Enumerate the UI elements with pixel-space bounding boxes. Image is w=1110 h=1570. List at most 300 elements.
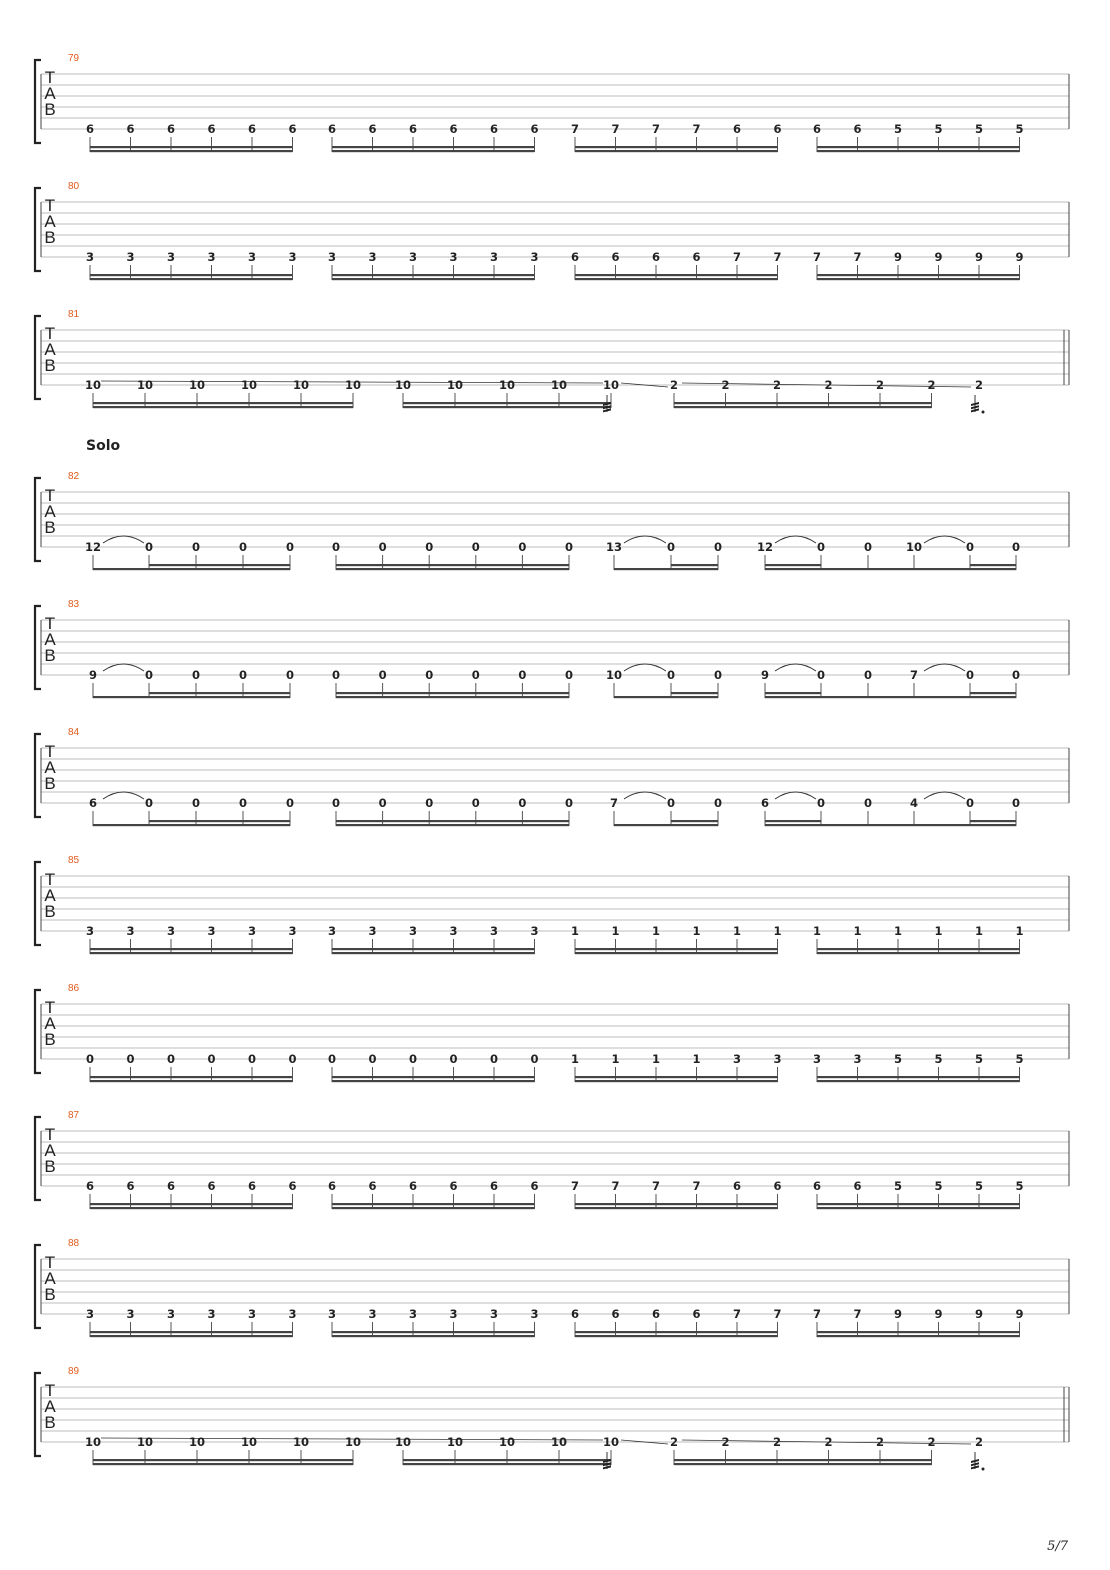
fret-number: 0 bbox=[368, 1052, 377, 1066]
tab-clef-letter: A bbox=[44, 502, 56, 521]
fret-number: 0 bbox=[816, 540, 826, 554]
beam bbox=[336, 696, 569, 698]
fret-number: 3 bbox=[247, 924, 257, 938]
tab-clef-letter: B bbox=[44, 774, 56, 793]
beam bbox=[765, 824, 821, 826]
system-79 bbox=[35, 53, 1069, 152]
fret-number: 9 bbox=[974, 250, 984, 264]
beam bbox=[817, 1335, 1020, 1337]
fret-number: 10 bbox=[550, 1435, 568, 1449]
tab-clef-letter: A bbox=[44, 1014, 56, 1033]
fret-number: 9 bbox=[1015, 1307, 1024, 1321]
page-number: 5/7 bbox=[1047, 1539, 1068, 1554]
fret-number: 6 bbox=[449, 1179, 458, 1193]
system-bracket bbox=[35, 478, 41, 561]
fret-number: 6 bbox=[530, 1179, 539, 1193]
augmentation-dot bbox=[982, 1468, 985, 1471]
fret-number: 10 bbox=[188, 1435, 206, 1449]
fret-number: 0 bbox=[144, 540, 154, 554]
fret-number: 10 bbox=[905, 540, 923, 554]
beam bbox=[332, 1076, 535, 1078]
beam bbox=[575, 948, 778, 950]
fret-number: 0 bbox=[564, 668, 574, 682]
fret-number: 10 bbox=[602, 1435, 620, 1449]
fret-number: 6 bbox=[611, 250, 620, 264]
fret-number: 1 bbox=[853, 924, 862, 938]
fret-number: 3 bbox=[327, 1307, 337, 1321]
fret-number: 0 bbox=[247, 1052, 257, 1066]
tab-clef-letter: T bbox=[44, 614, 56, 633]
system-85 bbox=[35, 855, 1069, 954]
fret-number: 6 bbox=[327, 1179, 337, 1193]
fret-number: 2 bbox=[721, 378, 730, 392]
fret-number: 6 bbox=[651, 1307, 661, 1321]
fret-number: 10 bbox=[446, 1435, 464, 1449]
fret-number: 6 bbox=[288, 1179, 297, 1193]
fret-number: 0 bbox=[816, 796, 826, 810]
fret-number: 5 bbox=[1015, 122, 1024, 136]
beam bbox=[817, 1080, 1020, 1082]
fret-number: 5 bbox=[1015, 1179, 1024, 1193]
fret-number: 1 bbox=[934, 924, 943, 938]
tab-clef-letter: T bbox=[44, 68, 56, 87]
beam bbox=[403, 406, 611, 408]
fret-number: 6 bbox=[166, 1179, 176, 1193]
fret-number: 1 bbox=[893, 924, 903, 938]
fret-number: 10 bbox=[602, 378, 620, 392]
fret-number: 6 bbox=[812, 122, 822, 136]
fret-number: 3 bbox=[327, 924, 337, 938]
fret-number: 10 bbox=[498, 1435, 516, 1449]
fret-number: 6 bbox=[570, 250, 580, 264]
fret-number: 0 bbox=[238, 540, 248, 554]
tab-clef-letter: T bbox=[44, 1253, 56, 1272]
tab-clef-letter: T bbox=[44, 742, 56, 761]
beam bbox=[614, 824, 718, 826]
fret-number: 0 bbox=[1011, 796, 1021, 810]
fret-number: 5 bbox=[934, 1052, 943, 1066]
tie bbox=[103, 664, 144, 671]
system-82 bbox=[35, 438, 1069, 570]
fret-number: 7 bbox=[570, 1179, 580, 1193]
fret-number: 0 bbox=[666, 668, 676, 682]
system-89 bbox=[35, 1366, 1069, 1471]
fret-number: 2 bbox=[824, 378, 833, 392]
beam bbox=[336, 564, 569, 566]
beam bbox=[90, 150, 293, 152]
tab-clef-letter: T bbox=[44, 196, 56, 215]
system-bracket bbox=[35, 1117, 41, 1200]
fret-number: 0 bbox=[713, 796, 723, 810]
beam bbox=[336, 692, 569, 694]
fret-number: 5 bbox=[974, 1052, 984, 1066]
fret-number: 3 bbox=[288, 1307, 297, 1321]
tab-clef-letter: T bbox=[44, 486, 56, 505]
fret-number: 0 bbox=[1011, 540, 1021, 554]
fret-number: 10 bbox=[446, 378, 464, 392]
fret-number: 3 bbox=[166, 250, 176, 264]
tab-clef-letter: T bbox=[44, 998, 56, 1017]
fret-number: 3 bbox=[530, 1307, 539, 1321]
fret-number: 6 bbox=[327, 122, 337, 136]
fret-number: 0 bbox=[863, 796, 873, 810]
fret-number: 6 bbox=[570, 1307, 580, 1321]
fret-number: 0 bbox=[126, 1052, 135, 1066]
beam bbox=[332, 150, 535, 152]
tab-clef-letter: B bbox=[44, 1285, 56, 1304]
beam bbox=[821, 696, 970, 698]
fret-number: 3 bbox=[85, 1307, 95, 1321]
fret-number: 3 bbox=[489, 924, 499, 938]
tie bbox=[103, 536, 144, 543]
fret-number: 6 bbox=[773, 1179, 782, 1193]
beam bbox=[575, 1331, 778, 1333]
fret-number: 0 bbox=[378, 668, 387, 682]
measure-number: 80 bbox=[68, 181, 80, 192]
beam bbox=[93, 406, 353, 408]
fret-number: 3 bbox=[368, 250, 377, 264]
fret-number: 7 bbox=[692, 1179, 701, 1193]
beam bbox=[90, 1203, 293, 1205]
fret-number: 2 bbox=[974, 378, 984, 392]
fret-number: 7 bbox=[609, 796, 619, 810]
fret-number: 12 bbox=[84, 540, 102, 554]
fret-number: 0 bbox=[713, 668, 723, 682]
fret-number: 7 bbox=[773, 1307, 782, 1321]
tie bbox=[924, 664, 965, 671]
fret-number: 0 bbox=[191, 668, 201, 682]
tie bbox=[924, 536, 965, 543]
fret-number: 7 bbox=[812, 250, 822, 264]
fret-number: 10 bbox=[240, 1435, 258, 1449]
fret-number: 13 bbox=[605, 540, 623, 554]
fret-number: 1 bbox=[732, 924, 742, 938]
beam bbox=[817, 146, 1020, 148]
fret-number: 7 bbox=[611, 122, 620, 136]
fret-number: 10 bbox=[136, 1435, 154, 1449]
fret-number: 0 bbox=[965, 668, 975, 682]
fret-number: 0 bbox=[449, 1052, 458, 1066]
beam bbox=[765, 820, 821, 822]
beam bbox=[90, 274, 293, 276]
fret-number: 6 bbox=[732, 122, 742, 136]
fret-number: 7 bbox=[692, 122, 701, 136]
fret-number: 7 bbox=[651, 122, 661, 136]
beam bbox=[765, 568, 821, 570]
fret-number: 2 bbox=[772, 378, 782, 392]
fret-number: 3 bbox=[732, 1052, 742, 1066]
fret-number: 3 bbox=[489, 250, 499, 264]
fret-number: 7 bbox=[853, 1307, 862, 1321]
fret-number: 6 bbox=[408, 1179, 418, 1193]
fret-number: 0 bbox=[863, 668, 873, 682]
system-bracket bbox=[35, 606, 41, 689]
page-number-wrap bbox=[1047, 1537, 1068, 1555]
system-80 bbox=[35, 181, 1069, 280]
beam bbox=[403, 1463, 611, 1465]
fret-number: 10 bbox=[394, 1435, 412, 1449]
beam bbox=[332, 1207, 535, 1209]
beam bbox=[575, 1335, 778, 1337]
beam bbox=[149, 564, 290, 566]
measure-number: 88 bbox=[68, 1238, 80, 1249]
tab-clef-letter: B bbox=[44, 356, 56, 375]
fret-number: 0 bbox=[713, 540, 723, 554]
fret-number: 6 bbox=[368, 1179, 377, 1193]
fret-number: 3 bbox=[489, 1307, 499, 1321]
tab-clef-letter: A bbox=[44, 84, 56, 103]
fret-number: 0 bbox=[425, 540, 434, 554]
fret-number: 10 bbox=[344, 378, 362, 392]
fret-number: 6 bbox=[207, 122, 216, 136]
fret-number: 0 bbox=[965, 796, 975, 810]
fret-number: 0 bbox=[191, 540, 201, 554]
fret-number: 0 bbox=[288, 1052, 297, 1066]
fret-number: 3 bbox=[288, 250, 297, 264]
fret-number: 9 bbox=[1015, 250, 1024, 264]
tab-clef-letter: B bbox=[44, 902, 56, 921]
section-label: Solo bbox=[86, 438, 121, 454]
fret-number: 6 bbox=[288, 122, 297, 136]
beam bbox=[817, 948, 1020, 950]
fret-number: 6 bbox=[207, 1179, 216, 1193]
fret-number: 3 bbox=[247, 250, 257, 264]
fret-number: 6 bbox=[247, 122, 257, 136]
fret-number: 6 bbox=[760, 796, 770, 810]
beam bbox=[90, 1335, 293, 1337]
beam bbox=[575, 278, 778, 280]
fret-number: 9 bbox=[88, 668, 98, 682]
fret-number: 3 bbox=[166, 1307, 176, 1321]
tab-clef-letter: A bbox=[44, 212, 56, 231]
beam bbox=[817, 150, 1020, 152]
fret-number: 3 bbox=[408, 924, 418, 938]
fret-number: 1 bbox=[651, 924, 661, 938]
fret-number: 3 bbox=[126, 1307, 135, 1321]
fret-number: 0 bbox=[378, 796, 387, 810]
augmentation-dot bbox=[982, 411, 985, 414]
beam bbox=[575, 1207, 778, 1209]
fret-number: 6 bbox=[611, 1307, 620, 1321]
beam bbox=[817, 278, 1020, 280]
fret-number: 0 bbox=[863, 540, 873, 554]
fret-number: 9 bbox=[934, 250, 943, 264]
system-bracket bbox=[35, 188, 41, 271]
beam bbox=[90, 1076, 293, 1078]
fret-number: 6 bbox=[692, 250, 701, 264]
fret-number: 7 bbox=[732, 1307, 742, 1321]
beam bbox=[332, 1203, 535, 1205]
fret-number: 0 bbox=[489, 1052, 499, 1066]
tab-clef-letter: B bbox=[44, 518, 56, 537]
fret-number: 6 bbox=[449, 122, 458, 136]
measure-number: 79 bbox=[68, 53, 80, 64]
fret-number: 6 bbox=[85, 122, 95, 136]
fret-number: 7 bbox=[853, 250, 862, 264]
beam bbox=[674, 1459, 932, 1461]
fret-number: 0 bbox=[518, 796, 527, 810]
beam bbox=[817, 1076, 1020, 1078]
fret-number: 0 bbox=[285, 668, 295, 682]
system-81 bbox=[35, 309, 1069, 414]
beam bbox=[817, 1203, 1020, 1205]
beam bbox=[614, 568, 718, 570]
fret-number: 10 bbox=[498, 378, 516, 392]
fret-number: 7 bbox=[732, 250, 742, 264]
fret-number: 0 bbox=[331, 796, 341, 810]
beam bbox=[614, 696, 718, 698]
fret-number: 5 bbox=[974, 1179, 984, 1193]
fret-number: 10 bbox=[136, 378, 154, 392]
fret-number: 0 bbox=[327, 1052, 337, 1066]
fret-number: 6 bbox=[692, 1307, 701, 1321]
fret-number: 2 bbox=[974, 1435, 984, 1449]
system-bracket bbox=[35, 990, 41, 1073]
tab-clef-letter: A bbox=[44, 630, 56, 649]
fret-number: 7 bbox=[651, 1179, 661, 1193]
fret-number: 6 bbox=[530, 122, 539, 136]
fret-number: 0 bbox=[285, 796, 295, 810]
fret-number: 9 bbox=[974, 1307, 984, 1321]
fret-number: 6 bbox=[812, 1179, 822, 1193]
fret-number: 5 bbox=[934, 122, 943, 136]
tie bbox=[103, 792, 144, 799]
beam bbox=[93, 402, 353, 404]
fret-number: 1 bbox=[1015, 924, 1024, 938]
beam bbox=[817, 1331, 1020, 1333]
fret-number: 0 bbox=[207, 1052, 216, 1066]
beam bbox=[575, 952, 778, 954]
measure-number: 81 bbox=[68, 309, 80, 320]
fret-number: 5 bbox=[893, 122, 903, 136]
fret-number: 2 bbox=[772, 1435, 782, 1449]
fret-number: 7 bbox=[611, 1179, 620, 1193]
fret-number: 6 bbox=[853, 122, 862, 136]
fret-number: 7 bbox=[570, 122, 580, 136]
beam bbox=[332, 952, 535, 954]
fret-number: 3 bbox=[368, 924, 377, 938]
fret-number: 7 bbox=[909, 668, 919, 682]
fret-number: 0 bbox=[666, 796, 676, 810]
fret-number: 0 bbox=[564, 796, 574, 810]
beam bbox=[90, 948, 293, 950]
measure-number: 87 bbox=[68, 1110, 80, 1121]
fret-number: 3 bbox=[449, 1307, 458, 1321]
fret-number: 6 bbox=[773, 122, 782, 136]
fret-number: 6 bbox=[651, 250, 661, 264]
tie bbox=[775, 792, 816, 799]
fret-number: 6 bbox=[126, 122, 135, 136]
fret-number: 10 bbox=[188, 378, 206, 392]
beam bbox=[332, 278, 535, 280]
beam bbox=[970, 568, 1016, 570]
measure-number: 82 bbox=[68, 471, 80, 482]
fret-number: 3 bbox=[449, 924, 458, 938]
tab-clef-letter: A bbox=[44, 886, 56, 905]
beam bbox=[575, 1076, 778, 1078]
fret-number: 2 bbox=[669, 378, 679, 392]
beam bbox=[90, 146, 293, 148]
beam bbox=[817, 1207, 1020, 1209]
system-bracket bbox=[35, 60, 41, 143]
fret-number: 6 bbox=[489, 1179, 499, 1193]
beam bbox=[821, 568, 970, 570]
fret-number: 9 bbox=[893, 250, 903, 264]
beam bbox=[765, 692, 821, 694]
beam bbox=[332, 1331, 535, 1333]
system-84 bbox=[35, 727, 1069, 826]
system-88 bbox=[35, 1238, 1069, 1337]
fret-number: 0 bbox=[471, 668, 480, 682]
fret-number: 0 bbox=[191, 796, 201, 810]
beam bbox=[93, 568, 290, 570]
beam bbox=[970, 692, 1016, 694]
fret-number: 3 bbox=[530, 924, 539, 938]
fret-number: 0 bbox=[408, 1052, 418, 1066]
fret-number: 6 bbox=[408, 122, 418, 136]
tab-clef-letter: A bbox=[44, 340, 56, 359]
fret-number: 6 bbox=[166, 122, 176, 136]
fret-number: 2 bbox=[927, 1435, 936, 1449]
fret-number: 3 bbox=[207, 1307, 216, 1321]
fret-number: 0 bbox=[564, 540, 574, 554]
fret-number: 7 bbox=[773, 250, 782, 264]
fret-number: 0 bbox=[1011, 668, 1021, 682]
fret-number: 0 bbox=[144, 668, 154, 682]
fret-number: 3 bbox=[368, 1307, 377, 1321]
beam bbox=[765, 696, 821, 698]
fret-number: 9 bbox=[893, 1307, 903, 1321]
fret-number: 6 bbox=[88, 796, 98, 810]
fret-number: 6 bbox=[368, 122, 377, 136]
fret-number: 3 bbox=[126, 924, 135, 938]
tab-clef-letter: B bbox=[44, 100, 56, 119]
fret-number: 3 bbox=[327, 250, 337, 264]
fret-number: 10 bbox=[394, 378, 412, 392]
fret-number: 0 bbox=[518, 668, 527, 682]
fret-number: 10 bbox=[84, 1435, 102, 1449]
beam bbox=[821, 824, 970, 826]
tie bbox=[624, 664, 666, 671]
fret-number: 10 bbox=[292, 1435, 310, 1449]
fret-number: 0 bbox=[425, 796, 434, 810]
fret-number: 6 bbox=[732, 1179, 742, 1193]
beam bbox=[970, 820, 1016, 822]
fret-number: 10 bbox=[292, 378, 310, 392]
fret-number: 2 bbox=[875, 1435, 885, 1449]
fret-number: 0 bbox=[666, 540, 676, 554]
beam bbox=[149, 692, 290, 694]
tab-clef-letter: B bbox=[44, 1030, 56, 1049]
fret-number: 0 bbox=[471, 540, 480, 554]
fret-number: 2 bbox=[824, 1435, 833, 1449]
fret-number: 3 bbox=[247, 1307, 257, 1321]
fret-number: 6 bbox=[85, 1179, 95, 1193]
beam bbox=[671, 820, 718, 822]
fret-number: 2 bbox=[875, 378, 885, 392]
tab-clef-letter: A bbox=[44, 1397, 56, 1416]
fret-number: 0 bbox=[518, 540, 527, 554]
beam bbox=[817, 274, 1020, 276]
beam bbox=[93, 824, 290, 826]
tie bbox=[775, 664, 816, 671]
fret-number: 9 bbox=[760, 668, 770, 682]
beam bbox=[332, 146, 535, 148]
beam bbox=[403, 1459, 611, 1461]
fret-number: 2 bbox=[721, 1435, 730, 1449]
measure-number: 85 bbox=[68, 855, 80, 866]
tab-clef-letter: T bbox=[44, 1125, 56, 1144]
